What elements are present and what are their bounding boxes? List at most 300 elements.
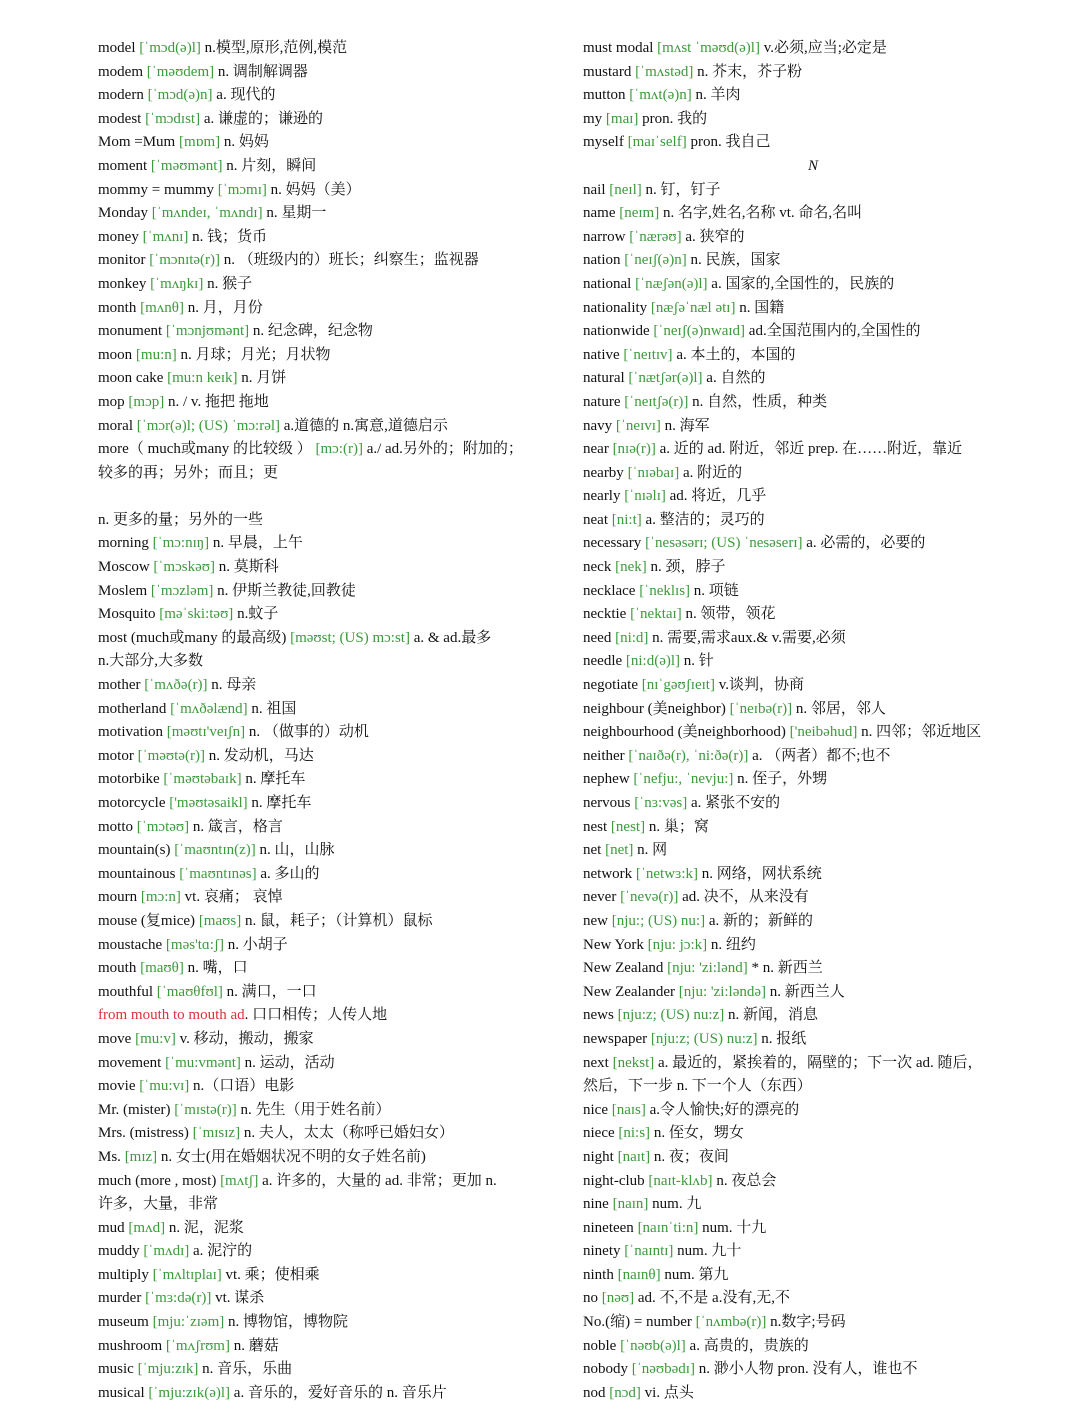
phonetic: [ˈmʌt(ə)n] [629, 87, 692, 104]
vocab-entry [583, 179, 1043, 203]
entry-word: net [583, 842, 602, 859]
entry-word: newspaper [583, 1030, 648, 1047]
entry-word: mop [98, 393, 125, 410]
vocab-entry [583, 580, 1043, 604]
phonetic: [ni:t] [611, 511, 642, 528]
phonetic: [ˈmʌdɪ] [143, 1243, 190, 1260]
definition: a. 泥泞的 [193, 1243, 253, 1260]
phonetic: [nɪˈgəʊʃɪeɪt] [641, 677, 715, 694]
entry-word: muddy [98, 1243, 140, 1260]
vocab-entry [583, 1122, 1043, 1146]
entry-word: monitor [98, 252, 146, 269]
definition: n. / v. 拖把 拖地 [168, 393, 269, 410]
phonetic: [naɪnθ] [617, 1266, 661, 1283]
definition: a. 自然的 [706, 370, 766, 387]
vocab-entry [98, 603, 558, 627]
vocab-entry [98, 249, 558, 273]
phonetic: [ˈmɪstə(r)] [174, 1101, 237, 1118]
vocab-entry [98, 863, 558, 887]
definition: n. 摩托车 [251, 795, 312, 811]
phonetic: [ˈnəʊb(ə)l] [620, 1337, 686, 1354]
vocab-entry [583, 273, 1043, 297]
vocab-entry [98, 462, 558, 486]
definition: ad. 将近，几乎 [669, 488, 767, 505]
entry-word: never [583, 889, 617, 906]
phonetic: [ˈneklɪs] [639, 582, 691, 599]
phonetic: [nekst] [612, 1054, 655, 1071]
entry-word: nervous [583, 795, 631, 811]
definition: n. 夜总会 [716, 1172, 777, 1189]
vocab-entry [583, 934, 1043, 958]
phonetic: [ˈnærəʊ] [629, 228, 682, 245]
phonetic: [ˈmʌltɪplaɪ] [152, 1266, 222, 1283]
entry-word: Mom =Mum [98, 134, 176, 151]
vocab-entry [98, 674, 558, 698]
vocab-entry [583, 1217, 1043, 1241]
entry-word: model [98, 40, 136, 56]
definition: n. 调制解调器 [217, 63, 308, 80]
entry-word: neither [583, 747, 625, 764]
entry-word: No.(缩) = number [583, 1314, 692, 1331]
entry-word: neat [583, 511, 608, 528]
vocab-entry [98, 226, 558, 250]
entry-word: necktie [583, 606, 627, 623]
definition: n. 纽约 [710, 936, 756, 953]
entry-word: narrow [583, 228, 626, 245]
vocab-entry [583, 367, 1043, 391]
phonetic: [mju:ˈzɪəm] [152, 1314, 225, 1331]
vocab-entry [583, 320, 1043, 344]
definition: n.数字;号码 [770, 1314, 846, 1331]
phonetic: [ˈmʌðəlænd] [170, 700, 248, 717]
entry-word: network [583, 865, 633, 882]
phonetic: [mu:n keɪk] [167, 370, 238, 387]
definition: a. 音乐的，爱好音乐的 n. 音乐片 [233, 1384, 447, 1401]
phonetic: [nju:; (US) nu:] [611, 912, 706, 929]
entry-word: news [583, 1007, 614, 1024]
definition: num. 十九 [702, 1219, 767, 1236]
definition: a. 本土的，本国的 [676, 346, 796, 363]
definition: n.蚊子 [237, 606, 279, 623]
entry-word: mushroom [98, 1337, 163, 1354]
entry-word: myself [583, 134, 624, 151]
entry-word: New York [583, 936, 644, 953]
vocab-entry [98, 721, 558, 745]
definition: v.必须,应当;必定是 [763, 40, 887, 56]
left-column [98, 37, 558, 1405]
vocab-entry [583, 1075, 1043, 1099]
phonetic: [məˈski:təʊ] [159, 606, 234, 623]
phonetic: [mɒm] [178, 134, 221, 151]
vocab-entry [98, 344, 558, 368]
phonetic: [ˈmɔzləm] [150, 582, 214, 599]
definition: a. 近的 ad. 附近，邻近 prep. 在……附近，靠近 [659, 441, 963, 458]
definition: n.模型,原形,范例,模范 [204, 40, 348, 56]
vocab-entry [583, 509, 1043, 533]
definition: n. （做事的）动机 [248, 724, 369, 741]
entry-word: Ms. [98, 1148, 121, 1165]
definition: n. 片刻，瞬间 [226, 157, 317, 174]
vocab-entry [98, 981, 558, 1005]
entry-word: nail [583, 181, 606, 198]
phonetic: [nəʊ] [601, 1290, 635, 1307]
phonetic: [ni:d] [615, 629, 649, 646]
vocab-entry [583, 839, 1043, 863]
vocab-entry [98, 1099, 558, 1123]
phonetic: [ˈnæʃən(ə)l] [635, 275, 708, 292]
phonetic: [məʊst; (US) mɔ:st] [290, 629, 410, 646]
definition: n. 妈妈（美） [270, 181, 361, 198]
definition: ad.全国范围内的,全国性的 [748, 323, 921, 340]
phonetic: [ni:s] [618, 1125, 651, 1142]
vocab-entry [98, 1122, 558, 1146]
definition: a./ ad.另外的；附加的； [366, 441, 523, 458]
vocab-entry [583, 1052, 1043, 1076]
entry-word: nine [583, 1196, 609, 1213]
entry-word: natural [583, 370, 625, 387]
entry-word: most (much或many 的最高级) [98, 629, 287, 646]
definition: a. & ad.最多 [413, 629, 492, 646]
definition: n. 伊斯兰教徒,回教徒 [217, 582, 356, 599]
vocab-entry [583, 674, 1043, 698]
entry-word: monkey [98, 275, 147, 292]
definition: n. 夫人，太太（称呼已婚妇女） [243, 1125, 454, 1142]
vocab-entry [98, 1311, 558, 1335]
entry-word: Mr. (mister) [98, 1101, 171, 1118]
entry-word: New Zealander [583, 983, 676, 1000]
vocab-entry [98, 1382, 558, 1406]
definition: n. 先生（用于姓名前） [240, 1101, 391, 1118]
entry-word: modern [98, 87, 144, 104]
definition: n. 项链 [693, 582, 739, 599]
definition: n. 鼠，耗子；（计算机）鼠标 [244, 912, 433, 929]
vocab-entry [98, 627, 558, 651]
definition: n. 渺小人物 pron. 没有人，谁也不 [698, 1361, 918, 1378]
entry-word: must modal [583, 40, 654, 56]
vocab-entry [583, 202, 1043, 226]
entry-word: money [98, 228, 139, 245]
definition: n. （班级内的）班长；纠察生；监视器 [223, 252, 479, 269]
phonetic: [mʌtʃ] [220, 1172, 259, 1189]
phonetic: [mu:v] [135, 1030, 176, 1047]
definition: n. 民族，国家 [690, 252, 781, 269]
definition: n. 颈，脖子 [650, 559, 726, 576]
vocab-entry [583, 1004, 1043, 1028]
phonetic: [ˈmʌʃrʊm] [165, 1337, 230, 1354]
phonetic: [ˈmɔdɪst] [145, 110, 201, 127]
vocab-entry [98, 886, 558, 910]
vocab-entry [583, 1028, 1043, 1052]
phonetic: [ˈnætʃər(ə)l] [628, 370, 703, 387]
definition: 许多，大量，非常 [98, 1196, 219, 1213]
phonetic: [ˈnevə(r)] [620, 889, 679, 906]
phonetic: [ˈmaʊntɪn(z)] [174, 842, 256, 859]
phonetic: [ˈmɪsɪz] [192, 1125, 241, 1142]
entry-word: mommy = mummy [98, 181, 214, 198]
definition: a. 新的；新鲜的 [708, 912, 813, 929]
vocab-entry [98, 580, 558, 604]
phonetic: [ˈneɪʃ(ə)nwaɪd] [653, 323, 746, 340]
entry-word: mutton [583, 87, 626, 104]
vocab-entry [98, 273, 558, 297]
vocab-entry [98, 61, 558, 85]
entry-word: Moscow [98, 559, 150, 576]
entry-word: my [583, 110, 603, 127]
entry-word: neighbourhood (美neighborhood) [583, 724, 786, 741]
definition: n. 更多的量；另外的一些 [98, 511, 264, 528]
vocab-entry [583, 627, 1043, 651]
vocab-entry [583, 1287, 1043, 1311]
vocab-entry [98, 1052, 558, 1076]
vocab-entry [583, 792, 1043, 816]
entry-word: modest [98, 110, 142, 127]
phonetic: [ˈneɪbə(r)] [729, 700, 793, 717]
vocab-entry [583, 886, 1043, 910]
phonetic: [ˈmɔmɪ] [217, 181, 267, 198]
definition: n. 星期一 [266, 205, 327, 222]
definition: a. 现代的 [216, 87, 276, 104]
phonetic: [mu:n] [135, 346, 177, 363]
vocab-entry [98, 155, 558, 179]
entry-word: mouse (复mice) [98, 912, 196, 929]
entry-word: Mosquito [98, 606, 156, 623]
definition: n. 四邻；邻近地区 [861, 724, 982, 741]
entry-word: music [98, 1361, 134, 1378]
vocab-entry [98, 650, 558, 674]
definition: n. 小胡子 [227, 936, 288, 953]
entry-word: needle [583, 653, 623, 670]
phonetic: [ˈmʌnɪ] [142, 228, 189, 245]
vocab-entry [583, 391, 1043, 415]
phonetic: [maɪˈself] [627, 134, 687, 151]
phonetic: [nju: 'zi:ləndə] [678, 983, 767, 1000]
vocab-entry [583, 1099, 1043, 1123]
vocab-entry [98, 698, 558, 722]
entry-word: nearly [583, 488, 621, 505]
definition: n.（口语）电影 [193, 1078, 295, 1095]
definition: vt. 乘；使相乘 [225, 1266, 320, 1283]
entry-word: multiply [98, 1266, 149, 1283]
entry-word: near [583, 441, 609, 458]
vocab-entry [98, 297, 558, 321]
definition: ad. 决不，从来没有 [682, 889, 809, 906]
vocab-entry [583, 981, 1043, 1005]
entry-word: nationwide [583, 323, 654, 340]
definition: a. 附近的 [682, 464, 743, 481]
vocab-entry [98, 1264, 558, 1288]
definition: n. 纪念碑，纪念物 [252, 323, 373, 340]
phonetic: [maʊs] [198, 912, 242, 929]
definition: vt. 哀痛； 哀悼 [184, 889, 283, 906]
vocab-entry [98, 1146, 558, 1170]
phonetic: [nɔd] [609, 1384, 641, 1401]
phonetic: [məs'tɑ:ʃ] [165, 936, 224, 953]
definition: a. （两者）都不;也不 [752, 747, 891, 764]
phonetic: [ˈmʌŋkɪ] [150, 275, 204, 292]
vocab-entry [583, 1335, 1043, 1359]
entry-word: nationality [583, 299, 648, 316]
definition: n. 嘴，口 [187, 960, 248, 977]
vocab-entry [583, 61, 1043, 85]
vocab-entry [98, 202, 558, 226]
definition: n. 侄女，甥女 [653, 1125, 744, 1142]
vocab-entry [98, 509, 558, 533]
vocab-entry [583, 1146, 1043, 1170]
entry-word: monument [98, 323, 163, 340]
phonetic: [mɔ:(r)] [315, 441, 363, 458]
definition: n. 蘑菇 [233, 1337, 279, 1354]
phonetic: [ˈmju:zɪk] [137, 1361, 199, 1378]
vocab-entry [583, 1311, 1043, 1335]
definition: n. 邻居，邻人 [795, 700, 886, 717]
definition: n. 巢；窝 [648, 818, 709, 835]
phonetic: [mɔ:n] [140, 889, 181, 906]
entry-word: negotiate [583, 677, 638, 694]
entry-word: nest [583, 818, 608, 835]
entry-word: neighbour (美neighbor) [583, 700, 726, 717]
entry-word: mountainous [98, 865, 176, 882]
entry-word: motorcycle [98, 795, 166, 811]
phonetic: [ˈmɔtəʊ] [136, 818, 190, 835]
vocab-entry [98, 1335, 558, 1359]
vocab-entry [583, 108, 1043, 132]
phonetic: [nɪə(r)] [612, 441, 656, 458]
definition: a. 整洁的；灵巧的 [645, 511, 765, 528]
entry-word: new [583, 912, 608, 929]
entry-word: mother [98, 677, 141, 694]
entry-word: museum [98, 1314, 149, 1331]
phonetic: [ˈneɪvɪ] [615, 417, 661, 434]
vocab-entry [583, 1170, 1043, 1194]
phonetic: [ˈmɜ:də(r)] [145, 1290, 212, 1307]
definition: pron. 我的 [642, 110, 708, 127]
definition: n. 女士(用在婚姻状况不明的女子姓名前) [160, 1148, 426, 1165]
vocab-entry [583, 1264, 1043, 1288]
vocab-entry [583, 910, 1043, 934]
entry-word: morning [98, 535, 149, 552]
phonetic: [mɔp] [128, 393, 165, 410]
phonetic: [ˈnɜ:vəs] [634, 795, 688, 811]
vocab-entry [98, 1240, 558, 1264]
vocab-entry [98, 438, 558, 462]
phonetic: [mɪz] [124, 1148, 158, 1165]
phonetic: [net] [605, 842, 634, 859]
definition: n. 国籍 [739, 299, 785, 316]
definition: a. 多山的 [260, 865, 320, 882]
vocab-entry [98, 1028, 558, 1052]
entry-word: mouth [98, 960, 137, 977]
definition: num. 第九 [664, 1266, 729, 1283]
phonetic: [ˈnefju:, ˈnevju:] [633, 771, 734, 788]
entry-word: nobody [583, 1361, 628, 1378]
vocab-entry [98, 532, 558, 556]
definition: n. 泥，泥浆 [168, 1219, 244, 1236]
phonetic: [ˈnəʊbədɪ] [631, 1361, 695, 1378]
phonetic: [naɪt-klʌb] [648, 1172, 713, 1189]
section-letter-heading: N [807, 157, 818, 174]
definition: a. 紧张不安的 [690, 795, 781, 811]
vocab-entry [583, 297, 1043, 321]
vocab-entry [98, 84, 558, 108]
right-column [583, 37, 1043, 1405]
definition: n. 莫斯科 [218, 559, 279, 576]
vocab-entry [583, 698, 1043, 722]
phrase: from mouth to mouth ad [98, 1007, 245, 1024]
definition: n. 针 [683, 653, 714, 670]
definition: pron. 我自己 [690, 134, 771, 151]
entry-word: nod [583, 1384, 606, 1401]
definition: a. 最近的，紧挨着的，隔壁的；下一次 ad. 随后， [657, 1054, 983, 1071]
entry-word: Moslem [98, 582, 148, 599]
definition: n. 满口，一口 [226, 983, 317, 1000]
phonetic: [ˈnɪəbaɪ] [627, 464, 680, 481]
entry-word: moment [98, 157, 148, 174]
phonetic: [ˈnʌmbə(r)] [695, 1314, 767, 1331]
phonetic: [ˈmɔskəʊ] [153, 559, 215, 576]
entry-word: name [583, 205, 616, 222]
entry-word: native [583, 346, 620, 363]
vocab-entry [98, 179, 558, 203]
entry-word: nearby [583, 464, 624, 481]
phonetic: [nju: jɔ:k] [647, 936, 708, 953]
definition: n. 妈妈 [223, 134, 269, 151]
entry-word: month [98, 299, 137, 316]
vocab-entry [583, 650, 1043, 674]
definition: n. 新闻，消息 [727, 1007, 818, 1024]
vocab-entry [98, 108, 558, 132]
vocab-entry [98, 1358, 558, 1382]
vocab-entry [98, 910, 558, 934]
phonetic: [neɪl] [609, 181, 642, 198]
definition: n. 发动机，马达 [208, 747, 314, 764]
phonetic: [ni:d(ə)l] [625, 653, 681, 670]
vocab-entry [583, 438, 1043, 462]
definition: v. 移动，搬动，搬家 [179, 1030, 314, 1047]
phonetic: [ˈmaʊθfʊl] [156, 983, 223, 1000]
vocab-entry [583, 249, 1043, 273]
vocab-entry [583, 1240, 1043, 1264]
entry-word: mud [98, 1219, 125, 1236]
entry-word: Mrs. (mistress) [98, 1125, 189, 1142]
phonetic: ['neibəhud] [789, 724, 858, 741]
entry-word: niece [583, 1125, 615, 1142]
definition: n.大部分,大多数 [98, 653, 204, 670]
phonetic: [ˈnetwɜ:k] [635, 865, 699, 882]
vocab-entry [583, 1382, 1043, 1406]
entry-word: mouthful [98, 983, 153, 1000]
entry-word: moon [98, 346, 133, 363]
entry-word: ninety [583, 1243, 621, 1260]
entry-word: movie [98, 1078, 136, 1095]
entry-word: murder [98, 1290, 142, 1307]
phonetic: [ˈmju:zɪk(ə)l] [148, 1384, 231, 1401]
entry-word: nephew [583, 771, 630, 788]
vocab-entry [98, 415, 558, 439]
definition: vt. 谋杀 [215, 1290, 265, 1307]
phonetic: [nest] [610, 818, 646, 835]
definition: n. 早晨，上午 [212, 535, 303, 552]
phonetic: [ˈməʊdem] [146, 63, 215, 80]
vocab-entry [583, 485, 1043, 509]
definition: n. 报纸 [761, 1030, 807, 1047]
phonetic: [ˈneɪtɪv] [623, 346, 673, 363]
phonetic: [mʌst ˈməʊd(ə)l] [657, 40, 760, 56]
vocab-entry [583, 131, 1043, 155]
vocab-entry [98, 1004, 558, 1028]
definition: 较多的再；另外；而且；更 [98, 464, 279, 481]
phonetic: [ˈmʌstəd] [635, 63, 694, 80]
entry-word: more（ much或many 的比较级 ） [98, 441, 312, 458]
